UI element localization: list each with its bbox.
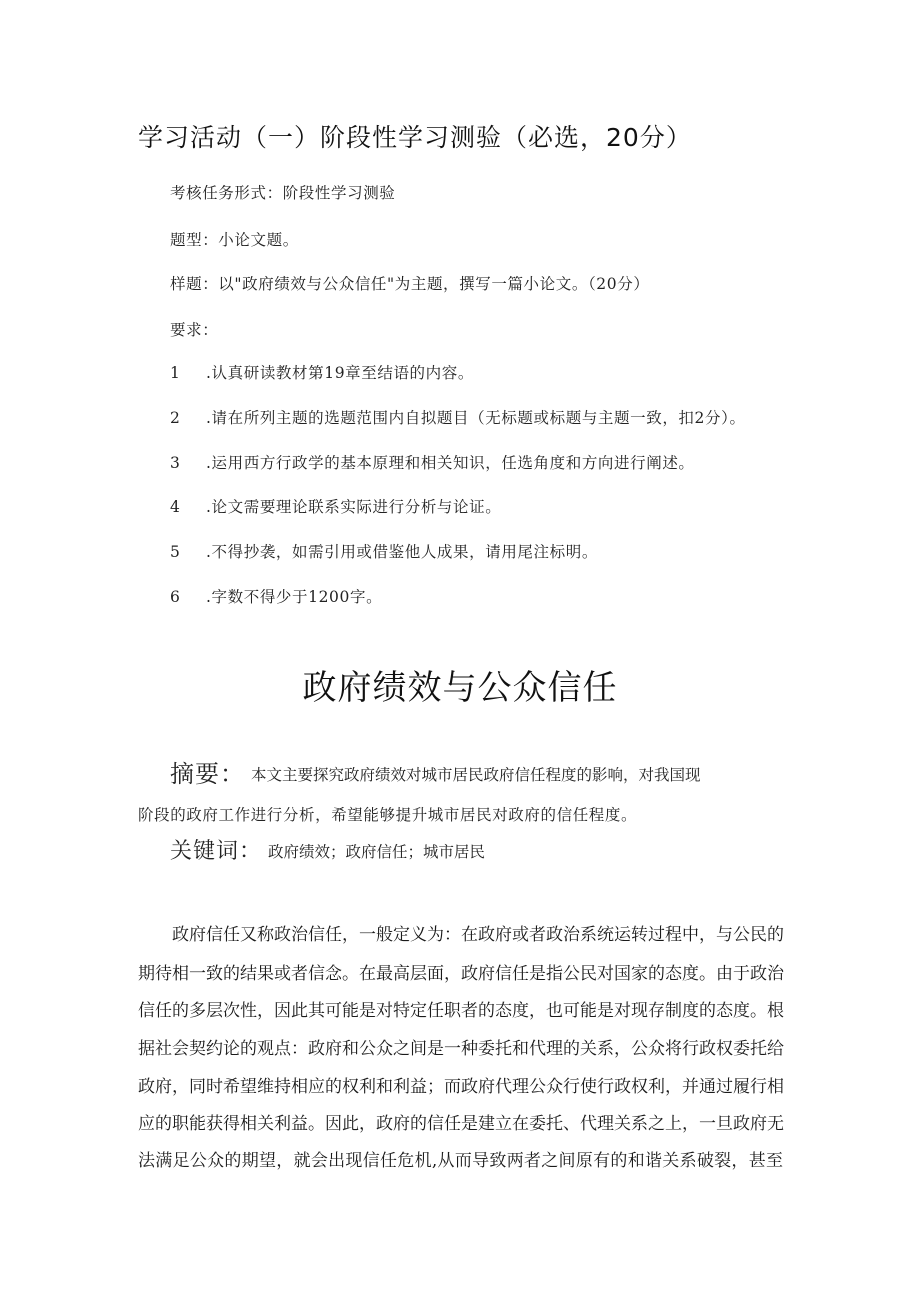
body-paragraph-line: 政府，同时希望维持相应的权利和利益；而政府代理公众行使行政权利，并通过履行相 (138, 1077, 784, 1097)
requirement-item (170, 495, 501, 517)
requirement-text: .请在所列主题的选题范围内自拟题目（无标题或标题与主题一致，扣2分）。 (206, 409, 746, 427)
requirement-number: 1 (170, 364, 181, 382)
requirement-text: .字数不得少于1200字。 (206, 588, 383, 606)
requirement-item (170, 540, 598, 562)
essay-title: 政府绩效与公众信任 (302, 668, 618, 708)
abstract-text-line1: 本文主要探究政府绩效对城市居民政府信任程度的影响，对我国现 (251, 766, 701, 784)
requirement-text: .运用西方行政学的基本原理和相关知识，任选角度和方向进行阐述。 (206, 454, 695, 472)
requirement-text: .不得抄袭，如需引用或借鉴他人成果，请用尾注标明。 (206, 543, 598, 561)
requirement-item (170, 406, 746, 428)
requirement-item (170, 451, 695, 473)
body-paragraph-line: 据社会契约论的观点：政府和公众之间是一种委托和代理的关系，公众将行政权委托给 (138, 1039, 784, 1059)
keywords (170, 834, 485, 865)
abstract-label: 摘要： (170, 760, 245, 788)
requirement-number: 2 (170, 409, 181, 427)
requirement-number: 4 (170, 498, 181, 516)
keywords-label: 关键词： (170, 839, 263, 864)
body-paragraph-line: 期待相一致的结果或者信念。在最高层面，政府信任是指公民对国家的态度。由于政治 (138, 964, 784, 984)
requirement-number: 6 (170, 588, 181, 606)
body-paragraph-line: 政府信任又称政治信任，一般定义为：在政府或者政治系统运转过程中，与公民的 (172, 925, 784, 945)
requirement-item (170, 361, 474, 383)
requirement-text: .论文需要理论联系实际进行分析与论证。 (206, 498, 502, 516)
activity-title: 学习活动（一）阶段性学习测验（必选，20分） (138, 123, 692, 152)
task-form: 考核任务形式：阶段性学习测验 (170, 184, 396, 202)
sample-question: 样题：以"政府绩效与公众信任"为主题，撰写一篇小论文。（20分） (170, 275, 650, 293)
abstract-text-line2: 阶段的政府工作进行分析，希望能够提升城市居民对政府的信任程度。 (138, 806, 638, 824)
requirements-label: 要求： (170, 321, 219, 339)
keywords-text: 政府绩效；政府信任；城市居民 (268, 843, 486, 861)
body-paragraph-line: 信任的多层次性，因此其可能是对特定任职者的态度，也可能是对现存制度的态度。根 (138, 1001, 784, 1021)
abstract (170, 754, 701, 789)
requirement-number: 5 (170, 543, 181, 561)
question-type: 题型：小论文题。 (170, 231, 299, 249)
requirement-item (170, 585, 382, 607)
body-paragraph-line: 法满足公众的期望，就会出现信任危机,从而导致两者之间原有的和谐关系破裂，甚至 (138, 1151, 783, 1171)
body-paragraph-line: 应的职能获得相关利益。因此，政府的信任是建立在委托、代理关系之上，一旦政府无 (138, 1114, 784, 1134)
requirement-text: .认真研读教材第19章至结语的内容。 (206, 364, 474, 382)
requirement-number: 3 (170, 454, 181, 472)
